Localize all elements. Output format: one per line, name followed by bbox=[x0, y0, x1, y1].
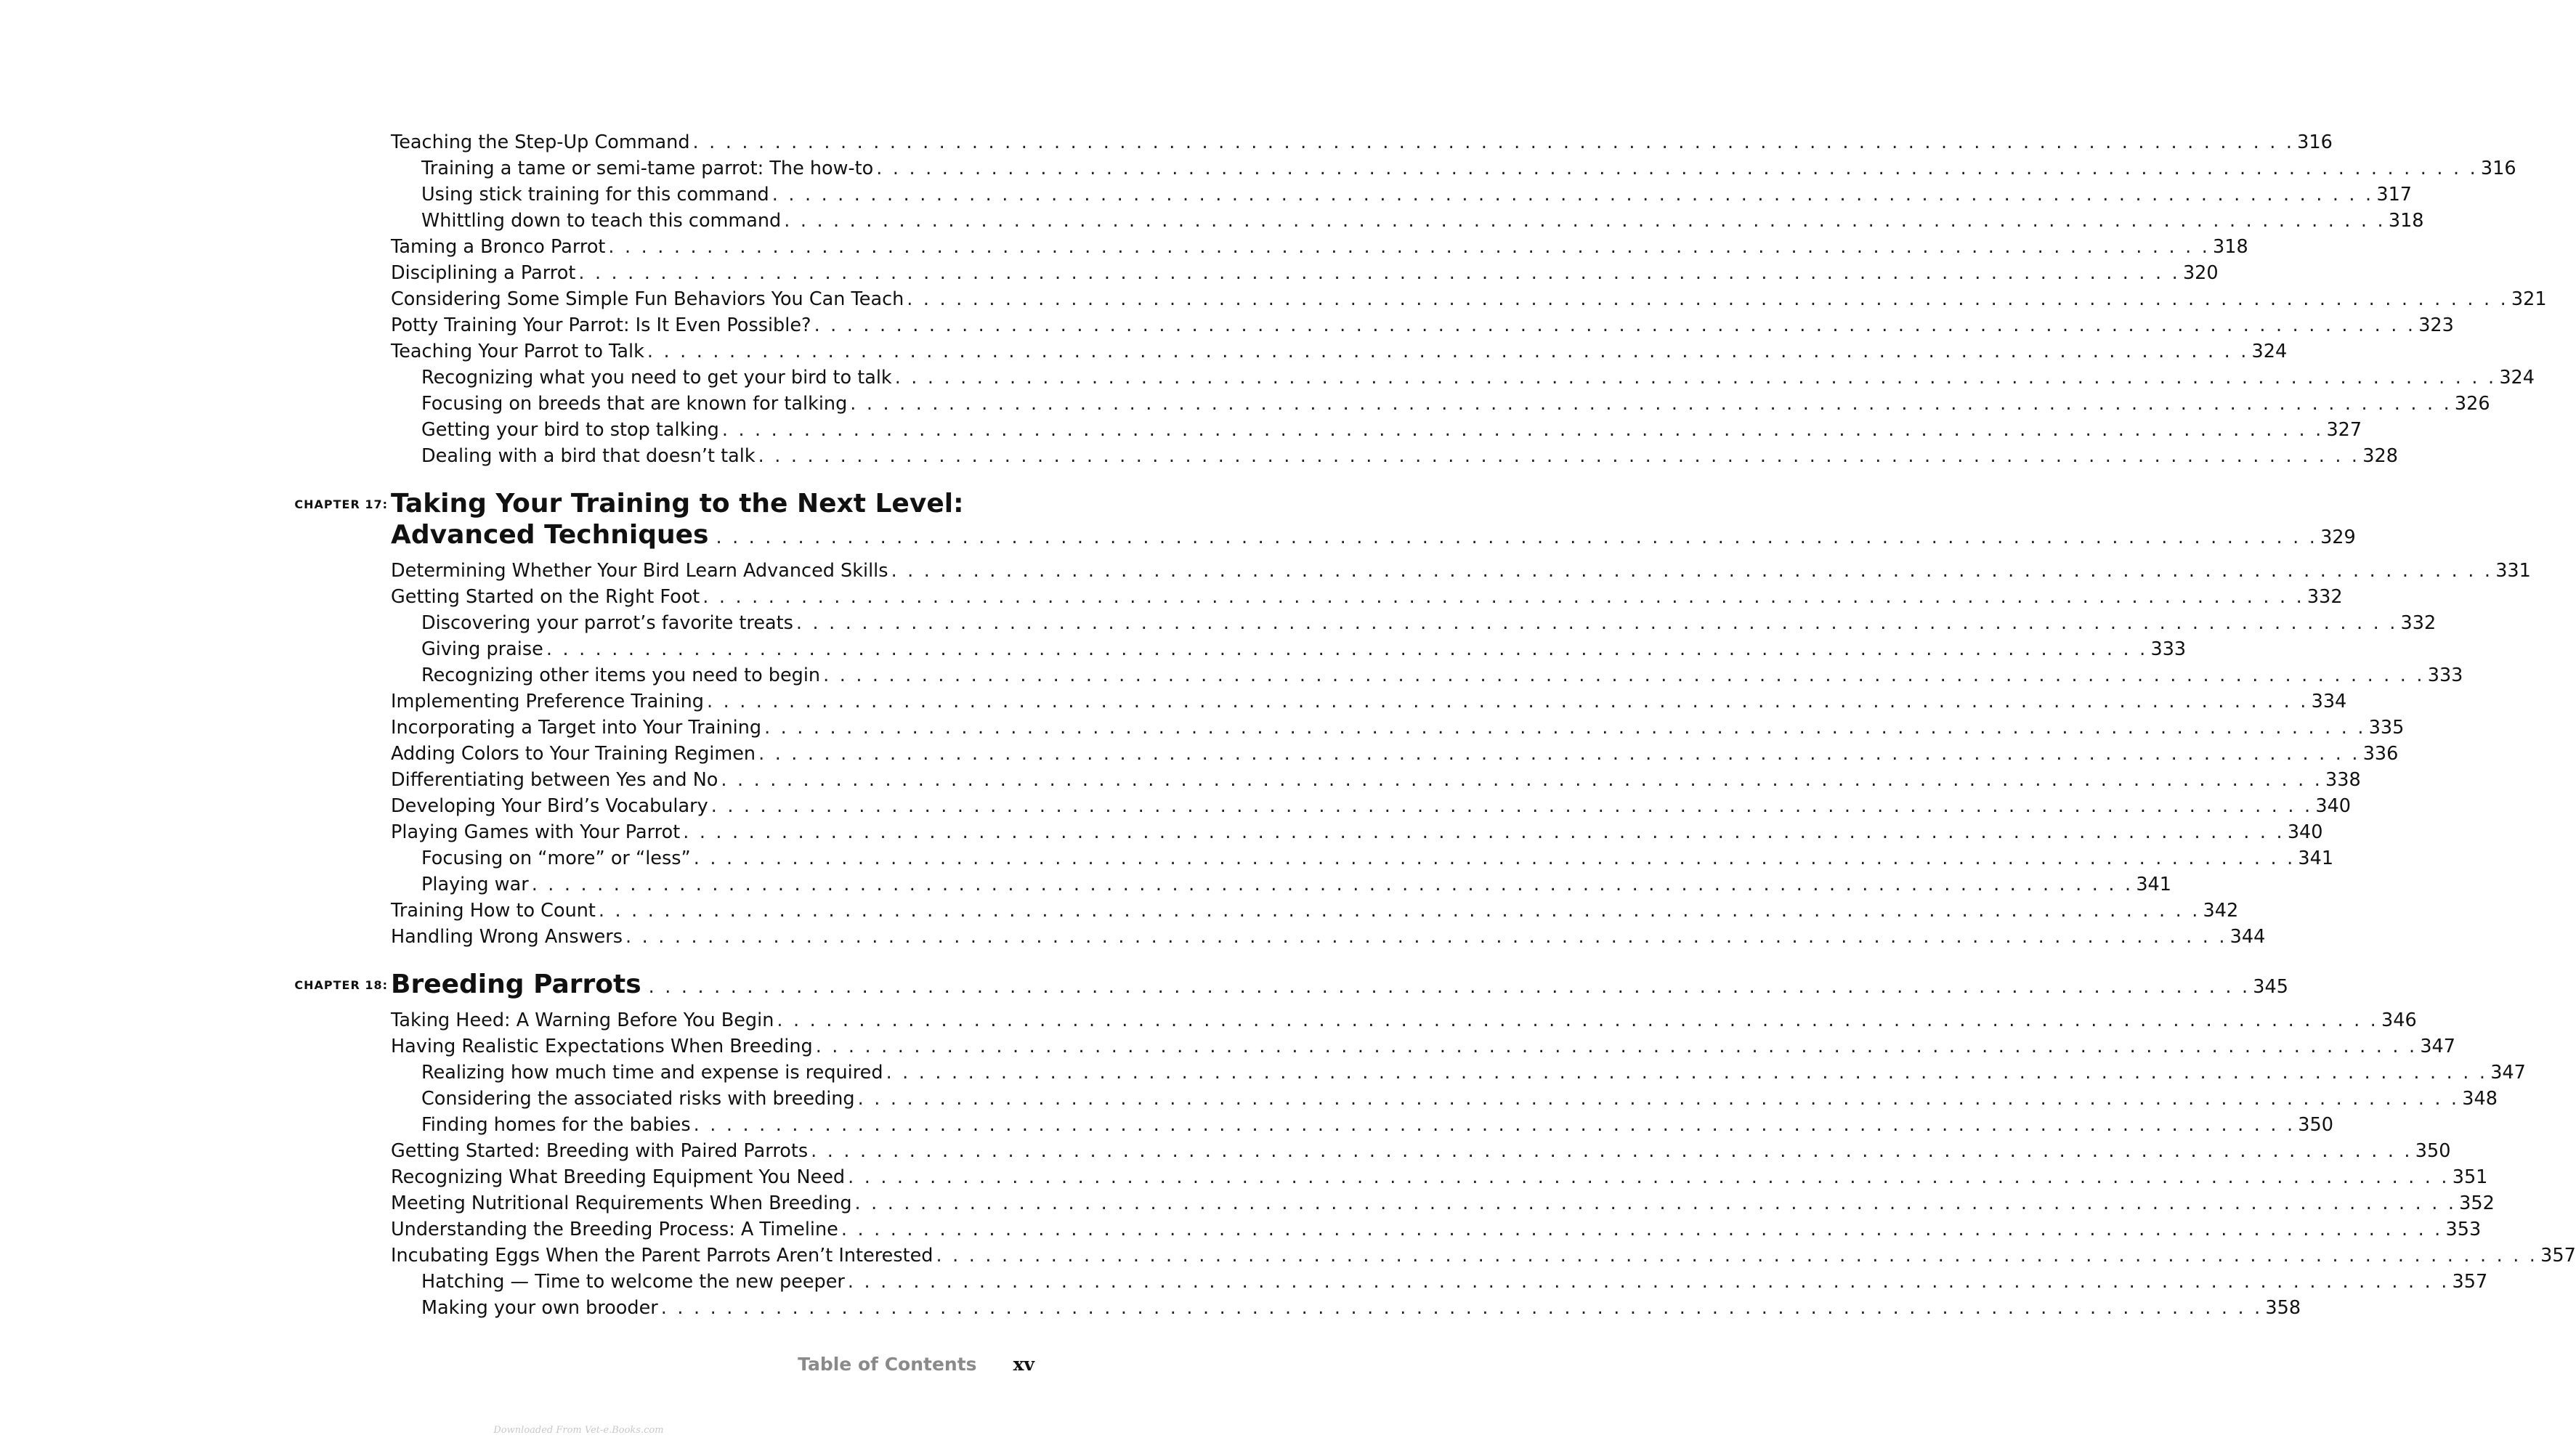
entry-page-number: 331 bbox=[2495, 560, 2531, 582]
chapter-heading[interactable] bbox=[294, 488, 2356, 553]
entry-title: Hatching — Time to welcome the new peeper bbox=[421, 1271, 845, 1293]
entry-title: Having Realistic Expectations When Breeding bbox=[391, 1036, 813, 1057]
dot-leader: . . . . . . . . . . . . . . . . . . . . . . . . . . . . . . . . . . . . . . . . . . . . . . . . . . . . . . . . . . . . . . . . . . . . . . . . . . . . . . . . . . . . . . . . . . . . . . . . . . bbox=[795, 612, 2398, 634]
toc-subentry[interactable] bbox=[391, 845, 2334, 871]
entry-title: Teaching Your Parrot to Talk bbox=[391, 341, 644, 362]
entry-page-number: 334 bbox=[2311, 691, 2347, 712]
dot-leader: . . . . . . . . . . . . . . . . . . . . . . . . . . . . . . . . . . . . . . . . . . . . . . . . . . . . . . . . . . . . . . . . . . . . . . . . . . . . . . . . . . . . . . . . . . . . . . . . . . bbox=[693, 1114, 2296, 1136]
entry-page-number: 347 bbox=[2420, 1036, 2455, 1057]
entry-page-number: 320 bbox=[2182, 262, 2219, 284]
dot-leader: . . . . . . . . . . . . . . . . . . . . . . . . . . . . . . . . . . . . . . . . . . . . . . . . . . . . . . . . . . . . . . . . . . . . . . . . . . . . . . . . . . . . . . . . . . . . . . . . . . bbox=[894, 367, 2497, 389]
toc-subentry[interactable] bbox=[391, 391, 2490, 417]
entry-page-number: 327 bbox=[2326, 419, 2362, 441]
dot-leader: . . . . . . . . . . . . . . . . . . . . . . . . . . . . . . . . . . . . . . . . . . . . . . . . . . . . . . . . . . . . . . . . . . . . . . . . . . . . . . . . . . . . . . . . . . . . . . . . . . bbox=[758, 445, 2360, 467]
toc-entry[interactable] bbox=[391, 1243, 2576, 1269]
dot-leader: . . . . . . . . . . . . . . . . . . . . . . . . . . . . . . . . . . . . . . . . . . . . . . . . . . . . . . . . . . . . . . . . . . . . . . . . . . . . . . . . . . . . . . . . . . . . . . . . . . bbox=[857, 1088, 2460, 1110]
toc-subentry[interactable] bbox=[391, 1060, 2526, 1086]
entry-title: Dealing with a bird that doesn’t talk bbox=[421, 445, 756, 467]
entry-title: Considering Some Simple Fun Behaviors You Can Teach bbox=[391, 288, 904, 310]
entry-page-number: 346 bbox=[2381, 1009, 2417, 1031]
chapter-page-number: 345 bbox=[2253, 976, 2288, 998]
toc-entry[interactable] bbox=[391, 819, 2323, 845]
toc-entry[interactable] bbox=[391, 1138, 2451, 1164]
dot-leader: . . . . . . . . . . . . . . . . . . . . . . . . . . . . . . . . . . . . . . . . . . . . . . . . . . . . . . . . . . . . . . . . . . . . . . . . . . . . . . . . . . . . . . . . . . . . . . . . . . bbox=[854, 1192, 2457, 1214]
dot-leader: . . . . . . . . . . . . . . . . . . . . . . . . . . . . . . . . . . . . . . . . . . . . . . . . . . . . . . . . . . . . . . . . . . . . . . . . . . . . . . . . . . . . . . . . . . . . . . . . . . bbox=[814, 314, 2416, 336]
entry-title: Developing Your Bird’s Vocabulary bbox=[391, 795, 708, 817]
footer-page-number: xv bbox=[1013, 1354, 1034, 1375]
entry-title: Whittling down to teach this command bbox=[421, 210, 782, 232]
entry-title: Incubating Eggs When the Parent Parrots Aren’t Interested bbox=[391, 1245, 933, 1267]
entry-title: Playing war bbox=[421, 874, 529, 895]
entry-page-number: 340 bbox=[2287, 821, 2323, 843]
toc-entry[interactable] bbox=[391, 338, 2288, 365]
toc-entry[interactable] bbox=[391, 688, 2347, 715]
toc-entry[interactable] bbox=[391, 234, 2248, 260]
entry-title: Discovering your parrot’s favorite treats bbox=[421, 612, 793, 634]
entry-page-number: 357 bbox=[2452, 1271, 2488, 1293]
entry-title: Meeting Nutritional Requirements When Breeding bbox=[391, 1192, 852, 1214]
entry-title: Implementing Preference Training bbox=[391, 691, 704, 712]
entry-title: Teaching the Step-Up Command bbox=[391, 131, 690, 153]
toc-entry[interactable] bbox=[391, 312, 2454, 338]
entry-page-number: 357 bbox=[2540, 1245, 2576, 1267]
chapter-title-line bbox=[391, 519, 2356, 553]
toc-entry[interactable] bbox=[391, 260, 2219, 286]
toc-entry[interactable] bbox=[391, 558, 2531, 584]
toc-subentry[interactable] bbox=[391, 871, 2171, 898]
toc-subentry[interactable] bbox=[391, 1112, 2333, 1138]
dot-leader: . . . . . . . . . . . . . . . . . . . . . . . . . . . . . . . . . . . . . . . . . . . . . . . . . . . . . . . . . . . . . . . . . . . . . . . . . . . . . . . . . . . . . . . . . . . . . . . . . . bbox=[578, 262, 2180, 284]
chapter-title: Taking Your Training to the Next Level: bbox=[391, 489, 964, 519]
toc-subentry[interactable] bbox=[391, 636, 2187, 662]
entry-title: Adding Colors to Your Training Regimen bbox=[391, 743, 756, 765]
chapter-title: Breeding Parrots bbox=[391, 970, 641, 999]
chapter-title-line bbox=[391, 969, 2288, 1003]
chapter-label: CHAPTER 18: bbox=[294, 978, 388, 992]
toc-entry[interactable] bbox=[391, 924, 2266, 950]
entry-title: Recognizing what you need to get your bird to talk bbox=[421, 367, 892, 389]
entry-page-number: 353 bbox=[2445, 1219, 2482, 1240]
dot-leader: . . . . . . . . . . . . . . . . . . . . . . . . . . . . . . . . . . . . . . . . . . . . . . . . . . . . . . . . . . . . . . . . . . . . . . . . . . . . . . . . . . . . . . . . . . . . . . . . . . bbox=[848, 1166, 2450, 1188]
dot-leader: . . . . . . . . . . . . . . . . . . . . . . . . . . . . . . . . . . . . . . . . . . . . . . . . . . . . . . . . . . . . . . . . . . . . . . . . . . . . . . . . . . . . . . . . . . . . . . . . . . bbox=[706, 691, 2309, 712]
toc-subentry[interactable] bbox=[391, 610, 2437, 636]
entry-page-number: 340 bbox=[2315, 795, 2351, 817]
toc-entry[interactable] bbox=[391, 715, 2405, 741]
page-footer bbox=[798, 1354, 1034, 1375]
entry-page-number: 342 bbox=[2203, 900, 2239, 922]
entry-title: Taming a Bronco Parrot bbox=[391, 236, 606, 258]
entry-page-number: 321 bbox=[2511, 288, 2547, 310]
dot-leader: . . . . . . . . . . . . . . . . . . . . . . . . . . . . . . . . . . . . . . . . . . . . . . . . . . . . . . . . . . . . . . . . . . . . . . . . . . . . . . . . . . . . . . . . . . . . . . . . . . bbox=[758, 743, 2360, 765]
dot-leader: . . . . . . . . . . . . . . . . . . . . . . . . . . . . . . . . . . . . . . . . . . . . . . . . . . . . . . . . . . . . . . . . . . . . . . . . . . . . . . . . . . . . . . . . . . . . . . . . . . bbox=[721, 769, 2323, 791]
entry-page-number: 333 bbox=[2427, 664, 2463, 686]
dot-leader: . . . . . . . . . . . . . . . . . . . . . . . . . . . . . . . . . . . . . . . . . . . . . . . . . . . . . . . . . . . . . . . . . . . . . . . . . . . . . . . . . . . . . . . . . . . . . . . . . . bbox=[710, 795, 2313, 817]
entry-title: Finding homes for the babies bbox=[421, 1114, 691, 1136]
dot-leader: . . . . . . . . . . . . . . . . . . . . . . . . . . . . . . . . . . . . . . . . . . . . . . . . . . . . . . . . . . . . . . . . . . . . . . . . . . . . . . . . . . . . . . . . . . . . . . . . . . bbox=[891, 560, 2493, 582]
entry-title: Handling Wrong Answers bbox=[391, 926, 623, 948]
entry-title: Differentiating between Yes and No bbox=[391, 769, 718, 791]
toc-entry[interactable] bbox=[391, 793, 2351, 819]
chapter-heading[interactable] bbox=[294, 969, 2288, 1003]
entry-title: Realizing how much time and expense is required bbox=[421, 1062, 883, 1084]
entry-page-number: 318 bbox=[2388, 210, 2424, 232]
dot-leader: . . . . . . . . . . . . . . . . . . . . . . . . . . . . . . . . . . . . . . . . . . . . . . . . . . . . . . . . . . . . . . . . . . . . . . . . . . . . . . . . . . . . . . . . . . . . . . . . . . bbox=[692, 131, 2295, 153]
toc-subentry[interactable] bbox=[391, 155, 2516, 182]
entry-title: Incorporating a Target into Your Training bbox=[391, 717, 762, 739]
table-of-contents bbox=[294, 129, 2576, 1321]
entry-page-number: 332 bbox=[2400, 612, 2437, 634]
dot-leader: . . . . . . . . . . . . . . . . . . . . . . . . . . . . . . . . . . . . . . . . . . . . . . . . . . . . . . . . . . . . . . . . . . . . . . . . . . . . . . . . . . . . . . . . . . . . . . . . . . bbox=[683, 821, 2285, 843]
toc-subentry[interactable] bbox=[391, 417, 2362, 443]
toc-subentry[interactable] bbox=[391, 662, 2463, 688]
chapter-title: Advanced Techniques bbox=[391, 520, 709, 550]
dot-leader: . . . . . . . . . . . . . . . . . . . . . . . . . . . . . . . . . . . . . . . . . . . . . . . . . . . . . . . . . . . . . . . . . . . . . . . . . . . . . . . . . . . . . . . . . . . . . . . . . . bbox=[847, 1271, 2450, 1293]
entry-page-number: 332 bbox=[2306, 586, 2343, 608]
entry-title: Disciplining a Parrot bbox=[391, 262, 576, 284]
footer-section-label: Table of Contents bbox=[798, 1354, 977, 1375]
entry-page-number: 352 bbox=[2459, 1192, 2495, 1214]
entry-page-number: 335 bbox=[2368, 717, 2405, 739]
toc-subentry[interactable] bbox=[391, 1269, 2488, 1295]
entry-page-number: 323 bbox=[2418, 314, 2454, 336]
dot-leader: . . . . . . . . . . . . . . . . . . . . . . . . . . . . . . . . . . . . . . . . . . . . . . . . . . . . . . . . . . . . . . . . . . . . . . . . . . . . . . . . . . . . . . . . . . . . . . . . . . bbox=[598, 900, 2200, 922]
toc-entry[interactable] bbox=[391, 1007, 2417, 1033]
dot-leader: . . . . . . . . . . . . . . . . . . . . . . . . . . . . . . . . . . . . . . . . . . . . . . . . . . . . . . . . . . . . . . . . . . . . . . . . . . . . . . . . . . . . . . . . . . . . . . . . . . bbox=[784, 210, 2386, 232]
dot-leader: . . . . . . . . . . . . . . . . . . . . . . . . . . . . . . . . . . . . . . . . . . . . . . . . . . . . . . . . . . . . . . . . . . . . . . . . . . . . . . . . . . . . . . . . . . . . . . . . . . bbox=[907, 288, 2508, 310]
entry-title: Focusing on “more” or “less” bbox=[421, 848, 691, 869]
dot-leader: . . . . . . . . . . . . . . . . . . . . . . . . . . . . . . . . . . . . . . . . . . . . . . . . . . . . . . . . . . . . . . . . . . . . . . . . . . . . . . . . . . . . . . . . . . . . . . . . . . bbox=[702, 586, 2304, 608]
entry-page-number: 324 bbox=[2251, 341, 2288, 362]
dot-leader: . . . . . . . . . . . . . . . . . . . . . . . . . . . . . . . . . . . . . . . . . . . . . . . . . . . . . . . . . . . . . . . . . . . . . . . . . . . . . . . . . . . . . . . . . . . . . . . . . . bbox=[823, 664, 2425, 686]
entry-title: Taking Heed: A Warning Before You Begin bbox=[391, 1009, 774, 1031]
chapter-label: CHAPTER 17: bbox=[294, 497, 388, 511]
dot-leader: . . . . . . . . . . . . . . . . . . . . . . . . . . . . . . . . . . . . . . . . . . . . . . . . . . . . . . . . . . . . . . . . . . . . . . . . . . . . . . . . . . . . . . . . . . . . . . . . . . bbox=[721, 419, 2324, 441]
dot-leader: . . . . . . . . . . . . . . . . . . . . . . . . . . . . . . . . . . . . . . . . . . . . . . . . . . . . . . . . . . . . . . . . . . . . . . . . . . . . . . . . . . . . . . . . . . . . . . . . . . bbox=[850, 393, 2452, 415]
dot-leader: . . . . . . . . . . . . . . . . . . . . . . . . . . . . . . . . . . . . . . . . . . . . . . . . . . . . . . . . . . . . . . . . . . . . . . . . . . . . . . . . . . . . . . . . . . . . . . . . . . bbox=[764, 717, 2366, 739]
watermark: Downloaded From Vet-e.Books.com bbox=[493, 1425, 664, 1436]
dot-leader: . . . . . . . . . . . . . . . . . . . . . . . . . . . . . . . . . . . . . . . . . . . . . . . . . . . . . . . . . . . . . . . . . . . . . . . . . . . . . . . . . . . . . . . . . . . . . . . . . . bbox=[693, 848, 2296, 869]
dot-leader: . . . . . . . . . . . . . . . . . . . . . . . . . . . . . . . . . . . . . . . . . . . . . . . . . . . . . . . . . . . . . . . . . . . . . . . . . . . . . . . . . . . . . . . . . . . . . . . . . . bbox=[876, 158, 2478, 179]
dot-leader: . . . . . . . . . . . . . . . . . . . . . . . . . . . . . . . . . . . . . . . . . . . . . . . . . . . . . . . . . . . . . . . . . . . . . . . . . . . . . . . . . . . . . . . . . . . . . . . . . . bbox=[841, 1219, 2443, 1240]
entry-title: Getting Started: Breeding with Paired Parrots bbox=[391, 1140, 809, 1162]
toc-entry[interactable] bbox=[391, 129, 2333, 155]
dot-leader: . . . . . . . . . . . . . . . . . . . . . . . . . . . . . . . . . . . . . . . . . . . . . . . . . . . . . . . . . . . . . . . . . . . . . . . . . . . . . . . . . . . . . . . . . . . . . . . . . . bbox=[936, 1245, 2538, 1267]
entry-title: Understanding the Breeding Process: A Timeline bbox=[391, 1219, 838, 1240]
entry-title: Recognizing What Breeding Equipment You Need bbox=[391, 1166, 846, 1188]
entry-title: Training a tame or semi-tame parrot: The how-to bbox=[421, 158, 874, 179]
chapter-page-number: 329 bbox=[2320, 527, 2356, 548]
entry-page-number: 336 bbox=[2362, 743, 2399, 765]
entry-title: Making your own brooder bbox=[421, 1297, 658, 1319]
entry-title: Giving praise bbox=[421, 638, 543, 660]
toc-entry[interactable] bbox=[391, 1033, 2455, 1060]
toc-subentry[interactable] bbox=[391, 182, 2413, 208]
entry-page-number: 344 bbox=[2229, 926, 2266, 948]
entry-title: Training How to Count bbox=[391, 900, 596, 922]
toc-entry[interactable] bbox=[391, 584, 2343, 610]
entry-page-number: 324 bbox=[2499, 367, 2535, 389]
entry-title: Getting your bird to stop talking bbox=[421, 419, 719, 441]
entry-title: Considering the associated risks with breeding bbox=[421, 1088, 855, 1110]
dot-leader: . . . . . . . . . . . . . . . . . . . . . . . . . . . . . . . . . . . . . . . . . . . . . . . . . . . . . . . . . . . . . . . . . . . . . . . . . . . . . . . . . . . . . . . . . . . . . . . . . . bbox=[886, 1062, 2488, 1084]
entry-page-number: 316 bbox=[2480, 158, 2516, 179]
chapter-title-line bbox=[391, 488, 1034, 519]
entry-page-number: 347 bbox=[2490, 1062, 2526, 1084]
toc-subentry[interactable] bbox=[391, 1295, 2301, 1321]
entry-page-number: 333 bbox=[2150, 638, 2187, 660]
toc-entry[interactable] bbox=[391, 1164, 2488, 1190]
entry-title: Focusing on breeds that are known for talking bbox=[421, 393, 848, 415]
toc-entry[interactable] bbox=[391, 767, 2361, 793]
dot-leader: . . . . . . . . . . . . . . . . . . . . . . . . . . . . . . . . . . . . . . . . . . . . . . . . . . . . . . . . . . . . . . . . . . . . . . . . . . . . . . . . . . . . . . . . . . . . . . . . . . bbox=[531, 874, 2134, 895]
dot-leader: . . . . . . . . . . . . . . . . . . . . . . . . . . . . . . . . . . . . . . . . . . . . . . . . . . . . . . . . . . . . . . . . . . . . . . . . . . . . . . . . . . . . . . . . . . . . . . . . . . bbox=[647, 341, 2249, 362]
toc-entry[interactable] bbox=[391, 1216, 2482, 1243]
entry-page-number: 351 bbox=[2452, 1166, 2488, 1188]
dot-leader: . . . . . . . . . . . . . . . . . . . . . . . . . . . . . . . . . . . . . . . . . . . . . . . . . . . . . . . . . . . . . . . . . . . . . . . . . . . . . . . . . . . . . . . . . . . . . . . . . . bbox=[811, 1140, 2413, 1162]
dot-leader: . . . . . . . . . . . . . . . . . . . . . . . . . . . . . . . . . . . . . . . . . . . . . . . . . . . . . . . . . . . . . . . . . . . . . . . . . . . . . . . . . . . . . . . . . . . . . . . . . . bbox=[777, 1009, 2378, 1031]
toc-subentry[interactable] bbox=[391, 1086, 2498, 1112]
dot-leader: . . . . . . . . . . . . . . . . . . . . . . . . . . . . . . . . . . . . . . . . . . . . . . . . . . . . . . . . . . . . . . . . . . . . . . . . . . . . . . . . . . . . . . . . . . . . . . . . . . bbox=[771, 184, 2374, 206]
entry-page-number: 358 bbox=[2265, 1297, 2301, 1319]
entry-page-number: 328 bbox=[2362, 445, 2398, 467]
entry-page-number: 341 bbox=[2298, 848, 2334, 869]
dot-leader: . . . . . . . . . . . . . . . . . . . . . . . . . . . . . . . . . . . . . . . . . . . . . . . . . . . . . . . . . . . . . . . . . . . . . . . . . . . . . . . . . . . . . . . . . . . . . . . . . . bbox=[815, 1036, 2418, 1057]
toc-entry[interactable] bbox=[391, 741, 2399, 767]
dot-leader: . . . . . . . . . . . . . . . . . . . . . . . . . . . . . . . . . . . . . . . . . . . . . . . . . . . . . . . . . . . . . . . . . . . . . . . . . . . . . . . . . . . . . . . . . . . . . . . . . . bbox=[648, 976, 2251, 998]
dot-leader: . . . . . . . . . . . . . . . . . . . . . . . . . . . . . . . . . . . . . . . . . . . . . . . . . . . . . . . . . . . . . . . . . . . . . . . . . . . . . . . . . . . . . . . . . . . . . . . . . . bbox=[716, 527, 2318, 548]
dot-leader: . . . . . . . . . . . . . . . . . . . . . . . . . . . . . . . . . . . . . . . . . . . . . . . . . . . . . . . . . . . . . . . . . . . . . . . . . . . . . . . . . . . . . . . . . . . . . . . . . . bbox=[625, 926, 2227, 948]
toc-subentry[interactable] bbox=[391, 443, 2398, 469]
entry-page-number: 338 bbox=[2325, 769, 2361, 791]
toc-entry[interactable] bbox=[391, 1190, 2495, 1216]
dot-leader: . . . . . . . . . . . . . . . . . . . . . . . . . . . . . . . . . . . . . . . . . . . . . . . . . . . . . . . . . . . . . . . . . . . . . . . . . . . . . . . . . . . . . . . . . . . . . . . . . . bbox=[660, 1297, 2263, 1319]
toc-subentry[interactable] bbox=[391, 365, 2535, 391]
entry-page-number: 316 bbox=[2297, 131, 2333, 153]
entry-page-number: 350 bbox=[2415, 1140, 2451, 1162]
entry-page-number: 348 bbox=[2462, 1088, 2498, 1110]
entry-title: Potty Training Your Parrot: Is It Even Possible? bbox=[391, 314, 811, 336]
entry-title: Getting Started on the Right Foot bbox=[391, 586, 700, 608]
dot-leader: . . . . . . . . . . . . . . . . . . . . . . . . . . . . . . . . . . . . . . . . . . . . . . . . . . . . . . . . . . . . . . . . . . . . . . . . . . . . . . . . . . . . . . . . . . . . . . . . . . bbox=[608, 236, 2211, 258]
entry-title: Using stick training for this command bbox=[421, 184, 769, 206]
entry-title: Playing Games with Your Parrot bbox=[391, 821, 681, 843]
toc-subentry[interactable] bbox=[391, 208, 2424, 234]
entry-title: Recognizing other items you need to begin bbox=[421, 664, 821, 686]
dot-leader: . . . . . . . . . . . . . . . . . . . . . . . . . . . . . . . . . . . . . . . . . . . . . . . . . . . . . . . . . . . . . . . . . . . . . . . . . . . . . . . . . . . . . . . . . . . . . . . . . . bbox=[546, 638, 2148, 660]
entry-page-number: 341 bbox=[2136, 874, 2171, 895]
entry-page-number: 326 bbox=[2454, 393, 2490, 415]
entry-page-number: 350 bbox=[2298, 1114, 2333, 1136]
entry-title: Determining Whether Your Bird Learn Advanced Skills bbox=[391, 560, 888, 582]
entry-page-number: 317 bbox=[2376, 184, 2413, 206]
entry-page-number: 318 bbox=[2213, 236, 2248, 258]
toc-entry[interactable] bbox=[391, 898, 2239, 924]
toc-entry[interactable] bbox=[391, 286, 2547, 312]
